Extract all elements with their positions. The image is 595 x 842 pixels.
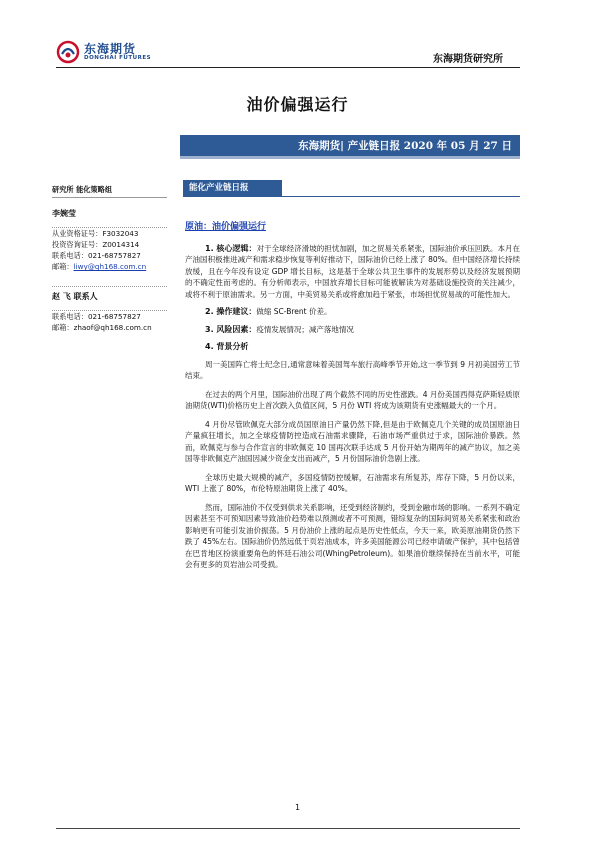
analyst-email-row: [52, 261, 167, 272]
operation-advice-text: 做缩 SC-Brent 价差。: [256, 307, 332, 316]
contact-email: 邮箱：zhaof@qh168.com.cn: [52, 323, 152, 332]
logo-chinese-name: 东海期货: [84, 42, 137, 56]
company-logo: [56, 38, 166, 68]
paragraph: 4 月份尽管欧佩克大部分成员国原油日产量仍然下降,但是由于欧佩克几个关键的成员国原油日产量疯狂增长，加之全球疫情防控造成石油需求骤降，石油市场严重供过于求，国际油价暴跌。然而，欧佩克与参与合作宣言的非欧佩克 10 国再次联手达成 5 月份开始为期两年的减产协议，加之美国等非欧佩克产油国因减少资金支出而减产，5 月份国际油价急剧上涨。: [185, 419, 520, 463]
sidebar-divider: [52, 197, 167, 198]
core-logic-heading: 1. 核心逻辑：: [205, 243, 257, 253]
analyst-name: 李婉莹: [52, 209, 76, 218]
contact-phone: 联系电话：021-68757827: [52, 312, 141, 321]
report-banner: [180, 135, 520, 156]
paragraph: 然而，国际油价不仅受到供求关系影响，还受到经济制约，受到金融市场的影响。一系列不确定因素甚至不可预知因素导致油价趋势难以预测或者不可预测，错综复杂的国际间贸易关系紧张和政治影响更有可能引发油价振荡。5 月份油价上涨的起点是历史性低点，今天一来，欧美原油期货仍然下跌了 45%左右。国际油价仍然远低于页岩油成本，许多美国能源公司已经申请破产保护，其中包括曾在巴肯地区扮演重要角色的怀廷石油公司(WhingPetroleum)。如果油价继续保持在当前水平，可能会有更多的页岩油公司受损。: [185, 502, 520, 569]
report-title: 油价偏强运行: [246, 95, 349, 114]
background-heading-row: [185, 341, 520, 353]
institute-name: 东海期货研究所: [433, 54, 503, 65]
report-body: [185, 222, 520, 578]
risk-factors-heading: 3. 风险因素：: [205, 324, 257, 334]
risk-factors: [185, 324, 520, 336]
logo-english-name: DONGHAI FUTURES: [84, 55, 152, 61]
analyst-email-link[interactable]: liwy@qh168.com.cn: [73, 262, 147, 271]
analyst-advisor-number: 投资咨询证号：Z0014314: [52, 240, 140, 249]
banner-text: 东海期货| 产业链日报 2020 年 05 月 27 日: [298, 140, 512, 152]
operation-advice: [185, 306, 520, 318]
analyst-sidebar: [52, 184, 167, 333]
analyst-phone: 联系电话：021-68757827: [52, 251, 141, 260]
paragraph: 在过去的两个月里，国际油价出现了两个截然不同的历史性涨跌。4 月份美国西得克萨斯轻质原油期货(WTI)价格历史上首次跌入负值区间，5 月份 WTI 将成为该期货有史涨幅最大的一个月。: [185, 389, 520, 410]
donghai-logo-icon: [56, 40, 80, 64]
contact-name: 赵 飞 联系人: [52, 292, 98, 301]
risk-factors-text: 疫情发展情况；减产落地情况: [256, 324, 354, 334]
paragraph: 全球历史最大规模的减产，多国疫情防控缓解，石油需求有所复苏，库存下降，5 月份以来，WTI 上涨了 80%，布伦特原油期货上涨了 40%。: [185, 472, 520, 493]
page-number: 1: [294, 803, 301, 812]
section-tag-line: [183, 196, 520, 197]
core-logic-text: 对于全球经济滑坡的担忧加剧，加之贸易关系紧张，国际油价承压回跌。本月在产油国积极推进减产和需求稳步恢复等利好推动下，国际油价已经上涨了 80%。但中国经济增长持续放缓，且在今年没有设定 GDP 增长目标，这是基于全球公共卫生事件的发展形势以及经济发展预期的不确定性而考虑的。有分析师表示，中国放弃增长目标可能被解读为对基础设施投资的关注减少，或将不利于原油需求。另一方面，中美贸易关系或将愈加趋于紧张，市场担忧贸易战的可能性加大。: [185, 243, 521, 299]
core-logic: [185, 243, 520, 301]
paragraph: 周一美国阵亡将士纪念日,通常意味着美国驾车旅行高峰季节开始,这一季节到 9 月初美国劳工节结束。: [185, 359, 520, 380]
analyst-qualification: 从业资格证号：F3032043: [52, 229, 139, 238]
email-label: 邮箱：: [52, 262, 74, 271]
operation-advice-heading: 2. 操作建议：: [205, 307, 257, 316]
background-heading: 4. 背景分析: [205, 342, 249, 351]
department: 研究所 能化策略组: [52, 185, 113, 194]
section-tag: 能化产业链日报: [183, 180, 282, 196]
footer-divider: [56, 828, 520, 829]
banner-underline: [180, 156, 520, 159]
contact-divider-top: [52, 286, 167, 287]
header-divider: [56, 67, 520, 68]
crude-oil-section-link[interactable]: 原油：油价偏强运行: [185, 222, 267, 232]
